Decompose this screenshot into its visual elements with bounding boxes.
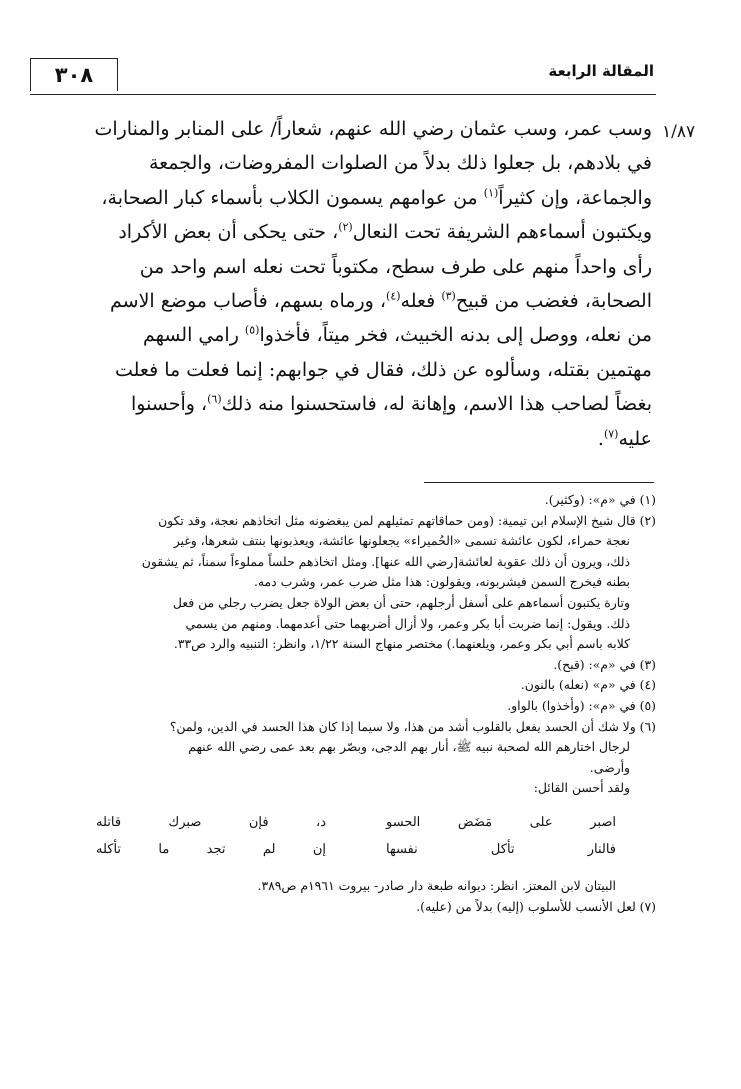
poem — [36, 813, 656, 860]
footnote-line: كلابه باسم أبي بكر وعمر، ويلعنهما.) مختصر منهاج السنة ١/٢٢، وانظر: التنبيه والرد ص٣٣. — [173, 636, 630, 652]
footnote-6 — [36, 717, 656, 897]
footnote-mark: (٤) — [386, 289, 401, 303]
text-line: مهتمين بقتله، وسألوه عن ذلك، فقال في جوابهم: إنما فعلت ما فعلت — [114, 358, 652, 381]
hemistich: اصبر على مَضَض الحسو — [386, 814, 616, 830]
footnote-line: (٦) ولا شك أن الحسد يفعل بالقلوب أشد من هذا، ولا سيما إذا كان هذا الحسد في الدين، ولمن؟ — [169, 718, 656, 734]
text-line: وسب عمر، وسب عثمان رضي الله عنهم، شعاراً/ على المنابر والمنارات — [94, 118, 652, 140]
footnote-mark: (٥) — [244, 324, 260, 338]
footnote-line: ذلك، ويرون أن ذلك عقوبة لعائشة[رضي الله عنها]. ومثل اتخاذهم حلساً مملوءاً سمناً، ثم يشقون — [141, 553, 630, 569]
footnote-5: (٥) في «م»: (وأخذوا) بالواو. — [507, 697, 656, 713]
footnotes — [36, 490, 656, 917]
footnote-mark: (٧) — [603, 427, 619, 441]
footnote-line: وتارة يكتبون أسماءهم على أسفل أرجلهم، حتى أن بعض الولاة جعل يضرب رجلي من فعل — [172, 594, 630, 610]
text-line: عليه$^{(٧)}$. — [597, 427, 652, 450]
footnote-line: وأرضى. — [589, 759, 630, 775]
hemistich: إن لم تجد ما تأكله — [96, 841, 326, 857]
page-number: ٣٠٨ — [30, 58, 118, 91]
footnote-mark: (٦) — [207, 392, 222, 406]
footnote-mark: (٣) — [441, 289, 456, 303]
text-line: رأى واحداً منهم على طرف سطح، مكتوباً تحت نعله اسم واحد من — [139, 255, 652, 278]
verse — [96, 813, 616, 834]
text-line: بغضاً لصاحب هذا الاسم، وإهانة له، فاستحسنوا منه ذلك$^{(٦)}$، وأحسنوا — [130, 392, 652, 416]
poem-source: البيتان لابن المعتز. انظر: ديوانه طبعة دار صادر- بيروت ١٩٦١م ص٣٨٩. — [257, 878, 616, 894]
footnote-line: ولقد أحسن القائل: — [533, 780, 630, 796]
margin-reference: ١/٨٧ — [662, 122, 696, 142]
hemistich: فالنار تأكل نفسها — [386, 841, 616, 857]
running-head: المقالة الرابعة — [548, 62, 654, 80]
page-header — [30, 58, 656, 95]
footnote-line: نعجة حمراء، لكون عائشة تسمى «الحُميراء» يجعلونها عائشة، ويعذبونها بنتف شعرها، وغير — [173, 533, 630, 549]
text-line: الصحابة، فغضب من قبيح$^{(٣)}$ فعله$^{(٤)}$، ورماه بسهم، فأصاب موضع الاسم — [110, 289, 652, 313]
text-line: في بلادهم، بل جعلوا ذلك بدلاً من الصلوات المفروضات، والجمعة — [148, 152, 652, 175]
footnote-mark: (٢) — [338, 220, 353, 234]
footnote-2 — [36, 511, 656, 655]
footnote-3: (٣) في «م»: (قبح). — [553, 656, 656, 672]
footnote-separator — [424, 482, 654, 483]
text-line: من نعله، ووصل إلى بدنه الخبيث، فخر ميتاً، فأخذوا$^{(٥)}$ رامي السهم — [142, 324, 652, 347]
hemistich: د، فإن صبرك قاتله — [96, 814, 326, 830]
footnote-1: (١) في «م»: (وكثير). — [544, 492, 656, 507]
text-line: ويكتبون أسماءهم الشريفة تحت النعال$^{(٢)}$، حتى يحكى أن بعض الأكراد — [118, 220, 652, 244]
verse — [96, 840, 616, 861]
footnote-line: بطنه فيخرج السمن فيشربونه، ويقولون: هذا مثل ضرب عمر، وشرب دمه. — [253, 574, 630, 590]
footnote-line: (٢) قال شيخ الإسلام ابن تيمية: (ومن حماقاتهم تمثيلهم لمن يبغضونه مثل اتخاذهم نعجة، وقد تكون — [158, 512, 656, 528]
footnote-7: (٧) لعل الأنسب للأسلوب (إليه) بدلاً من (عليه). — [416, 898, 656, 914]
text-line: والجماعة، وإن كثيراً$^{(١)}$ من عوامهم يسمون الكلاب بأسماء كبار الصحابة، — [101, 186, 652, 209]
footnote-line: ذلك. ويقول: إنما ضربت أبا بكر وعمر، ولا أزال أضربهما حتى أعدمهما. ومنهم من يسمي — [185, 615, 630, 631]
footnote-line: لرجال اختارهم الله لصحبة نبيه ﷺ، أنار بهم الدجى، وبصّر بهم بعد عمى رضي الله عنهم — [188, 739, 630, 755]
footnote-mark: (١) — [483, 186, 499, 200]
main-text — [42, 112, 652, 456]
footnote-4: (٤) في «م» (نعله) بالنون. — [520, 677, 656, 693]
